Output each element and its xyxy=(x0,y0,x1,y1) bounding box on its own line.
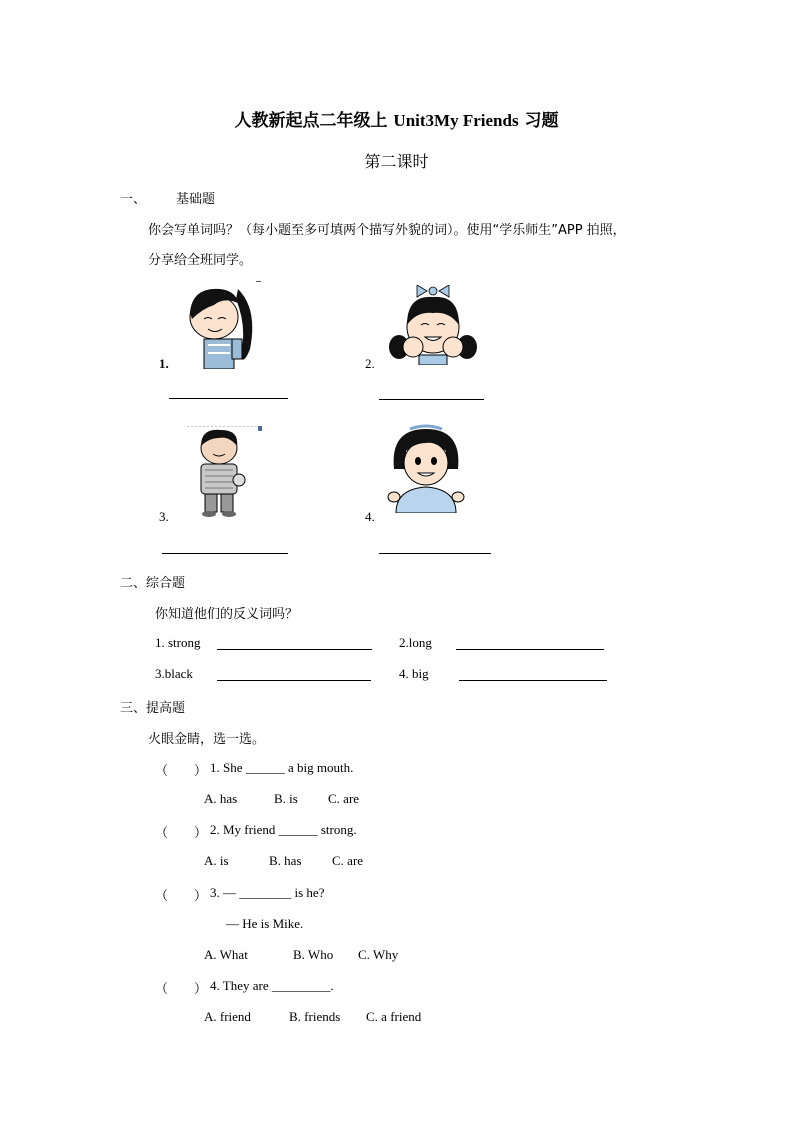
section1-instruction-2: 分享给全班同学。 xyxy=(148,253,253,268)
antonym-line-1[interactable] xyxy=(217,649,372,650)
q3-option-b[interactable]: B. Who xyxy=(293,947,334,962)
q1-option-b[interactable]: B. is xyxy=(274,791,298,806)
antonym-line-2[interactable] xyxy=(456,649,604,650)
antonym-item-4: 4. big xyxy=(399,666,429,681)
section1-number: 一、 xyxy=(120,192,147,207)
answer-line-1[interactable] xyxy=(169,398,288,399)
answer-paren-1[interactable]: （ ） xyxy=(155,764,208,779)
answer-paren-3[interactable]: （ ） xyxy=(155,889,208,904)
section2-instruction: 你知道他们的反义词吗？ xyxy=(155,607,299,622)
girl-bob-picture xyxy=(386,423,466,513)
title-cn-suffix: 习题 xyxy=(518,111,559,131)
item2-number: 2. xyxy=(365,356,375,371)
q1-option-c[interactable]: C. are xyxy=(328,791,360,806)
antonym-line-3[interactable] xyxy=(217,680,371,681)
girl-bows-picture xyxy=(389,285,477,365)
item4-number: 4. xyxy=(365,509,375,524)
question-1: 1. She ______ a big mouth. xyxy=(210,760,354,775)
question-4: 4. They are _________. xyxy=(210,978,334,993)
q3-option-c[interactable]: C. Why xyxy=(358,947,399,962)
q4-option-b[interactable]: B. friends xyxy=(289,1009,341,1024)
antonym-line-4[interactable] xyxy=(459,680,607,681)
section2-heading: 二、综合题 xyxy=(120,576,186,591)
title-latin: Unit3My Friends xyxy=(393,111,519,130)
q2-option-a[interactable]: A. is xyxy=(204,853,229,868)
section1-title: 基础题 xyxy=(176,192,216,207)
page-subtitle: 第二课时 xyxy=(364,152,429,171)
section3-instruction: 火眼金睛，选一选。 xyxy=(148,732,266,747)
question-2: 2. My friend ______ strong. xyxy=(210,822,357,837)
question-3: 3. — ________ is he? xyxy=(210,885,325,900)
answer-line-4[interactable] xyxy=(379,553,491,554)
section3-heading: 三、提高题 xyxy=(120,701,186,716)
antonym-item-2: 2.long xyxy=(399,635,432,650)
answer-paren-4[interactable]: （ ） xyxy=(155,982,208,997)
q4-option-c[interactable]: C. a friend xyxy=(366,1009,422,1024)
antonym-item-3: 3.black xyxy=(155,666,193,681)
girl-ponytail-picture xyxy=(178,279,266,369)
answer-paren-2[interactable]: （ ） xyxy=(155,826,208,841)
q3-option-a[interactable]: A. What xyxy=(204,947,248,962)
page-title xyxy=(0,106,793,131)
item3-number: 3. xyxy=(159,509,169,524)
section1-instruction-1: 你会写单词吗？（每小题至多可填两个描写外貌的词）。使用“学乐师生”APP 拍照， xyxy=(148,223,626,238)
answer-line-3[interactable] xyxy=(162,553,288,554)
q1-option-a[interactable]: A. has xyxy=(204,791,238,806)
picture-marker xyxy=(256,281,261,282)
q4-option-a[interactable]: A. friend xyxy=(204,1009,251,1024)
antonym-item-1: 1. strong xyxy=(155,635,201,650)
answer-line-2[interactable] xyxy=(379,399,484,400)
item1-number: 1. xyxy=(159,356,169,371)
q2-option-b[interactable]: B. has xyxy=(269,853,302,868)
boy-picture xyxy=(187,426,262,518)
q3-answer-line: — He is Mike. xyxy=(226,916,304,931)
title-cn-prefix: 人教新起点二年级上 xyxy=(234,111,394,131)
q2-option-c[interactable]: C. are xyxy=(332,853,364,868)
